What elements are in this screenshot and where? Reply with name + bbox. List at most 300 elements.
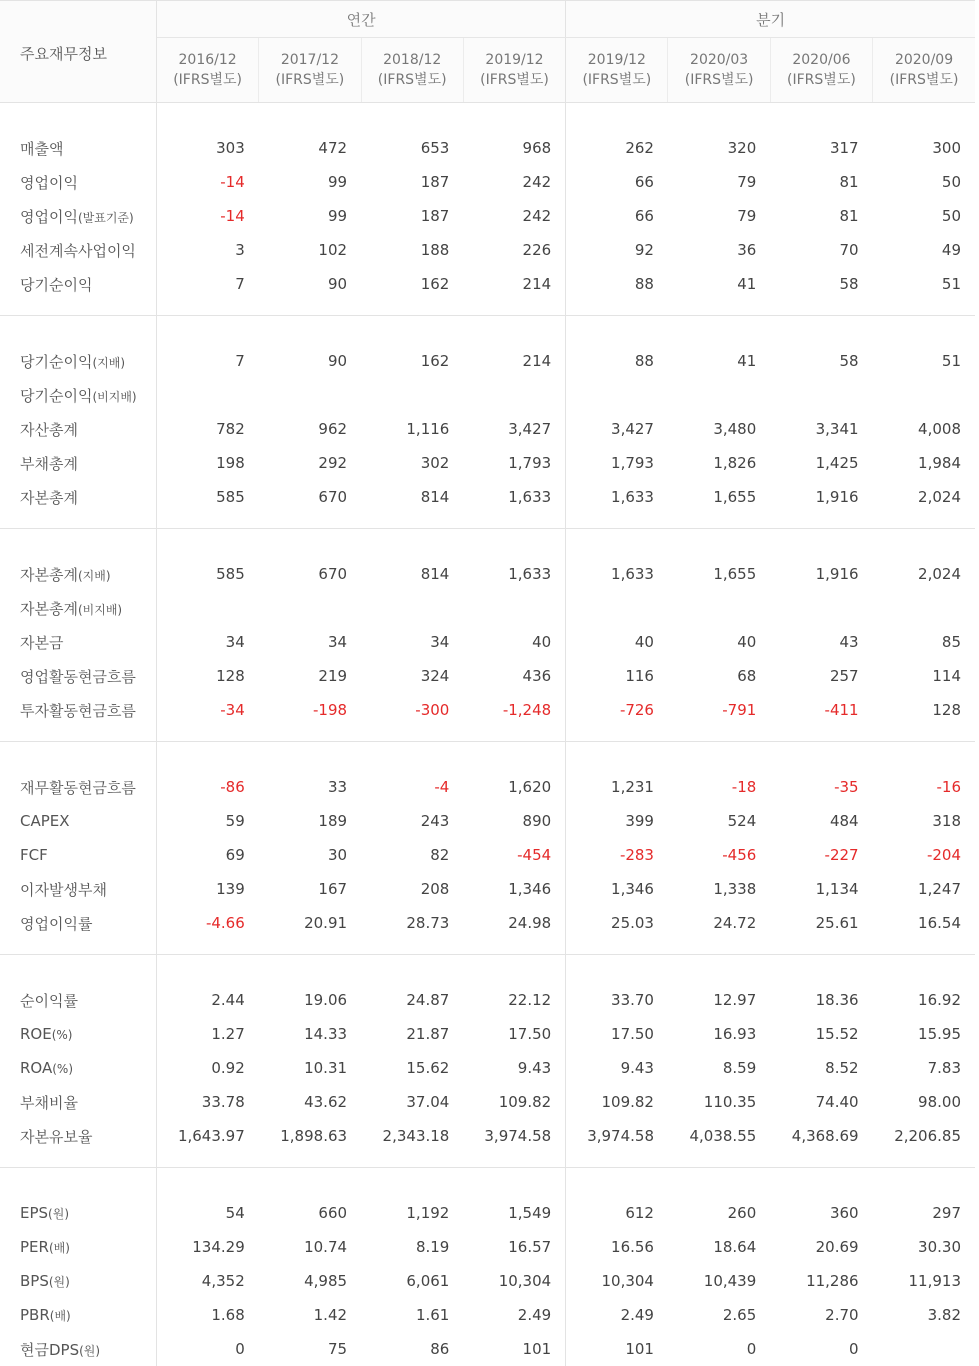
row-label <box>0 446 156 480</box>
value-cell: 10,304 <box>566 1264 668 1298</box>
row-spacer <box>0 103 975 132</box>
spacer-cell <box>566 529 668 558</box>
value-cell: 82 <box>361 838 463 872</box>
value-cell: 43 <box>770 625 872 659</box>
value-cell: 128 <box>873 693 975 727</box>
value-cell: 1,231 <box>566 770 668 804</box>
value-cell: 3,427 <box>463 412 565 446</box>
spacer-cell <box>463 316 565 345</box>
value-cell: -726 <box>566 693 668 727</box>
value-cell: 187 <box>361 199 463 233</box>
value-cell: 69 <box>156 838 258 872</box>
value-cell: 88 <box>566 267 668 301</box>
spacer-cell <box>668 727 770 742</box>
table-header <box>0 1 975 103</box>
spacer-cell <box>361 940 463 955</box>
spacer-cell <box>566 1153 668 1168</box>
value-cell: 70 <box>770 233 872 267</box>
spacer-cell <box>770 1153 872 1168</box>
spacer-cell <box>873 301 975 316</box>
value-cell: 262 <box>566 131 668 165</box>
value-cell: 19.06 <box>259 983 361 1017</box>
spacer-cell <box>668 514 770 529</box>
value-cell: 51 <box>873 267 975 301</box>
row-label-suffix: (비지배) <box>78 603 122 617</box>
value-cell: 1,549 <box>463 1196 565 1230</box>
value-cell: 116 <box>566 659 668 693</box>
value-cell: 99 <box>259 199 361 233</box>
spacer-cell <box>566 103 668 132</box>
value-cell: 243 <box>361 804 463 838</box>
value-cell: 24.98 <box>463 906 565 940</box>
period-header <box>668 38 770 103</box>
spacer-cell <box>0 301 156 316</box>
value-cell: 1,916 <box>770 480 872 514</box>
value-cell: -4.66 <box>156 906 258 940</box>
value-cell: 128 <box>156 659 258 693</box>
value-cell: 226 <box>463 233 565 267</box>
row-label <box>0 1085 156 1119</box>
row-label-main: PBR <box>20 1306 50 1324</box>
row-label-suffix: (지배) <box>92 356 125 370</box>
value-cell: 16.57 <box>463 1230 565 1264</box>
row-label-main: 당기순이익 <box>20 276 92 294</box>
value-cell: 1,633 <box>566 557 668 591</box>
value-cell: 188 <box>361 233 463 267</box>
row-label-main: PER <box>20 1238 49 1256</box>
value-cell: 20.69 <box>770 1230 872 1264</box>
value-cell: 814 <box>361 557 463 591</box>
period-date: 2018/12 <box>362 50 463 70</box>
value-cell: 15.95 <box>873 1017 975 1051</box>
value-cell: 4,352 <box>156 1264 258 1298</box>
spacer-cell <box>463 742 565 771</box>
value-cell: 74.40 <box>770 1085 872 1119</box>
value-cell: 167 <box>259 872 361 906</box>
spacer-cell <box>0 316 156 345</box>
value-cell: 34 <box>361 625 463 659</box>
row-label-suffix: (%) <box>52 1062 73 1076</box>
value-cell: 16.92 <box>873 983 975 1017</box>
row-label-main: 자본총계 <box>20 489 78 507</box>
period-basis: (IFRS별도) <box>157 70 258 90</box>
value-cell: 33.78 <box>156 1085 258 1119</box>
table-row <box>0 1298 975 1332</box>
value-cell: 4,008 <box>873 412 975 446</box>
value-cell: -34 <box>156 693 258 727</box>
value-cell: 41 <box>668 267 770 301</box>
value-cell: 300 <box>873 131 975 165</box>
spacer-cell <box>873 529 975 558</box>
table-row <box>0 1264 975 1298</box>
value-cell: -14 <box>156 165 258 199</box>
spacer-cell <box>361 529 463 558</box>
table-row <box>0 378 975 412</box>
value-cell: 40 <box>668 625 770 659</box>
value-cell: 1,916 <box>770 557 872 591</box>
table-row <box>0 1085 975 1119</box>
row-label <box>0 693 156 727</box>
value-cell: 30.30 <box>873 1230 975 1264</box>
value-cell: 320 <box>668 131 770 165</box>
spacer-cell <box>156 316 258 345</box>
spacer-cell <box>668 316 770 345</box>
value-cell: 59 <box>156 804 258 838</box>
spacer-cell <box>873 742 975 771</box>
spacer-cell <box>156 742 258 771</box>
spacer-cell <box>873 514 975 529</box>
spacer-cell <box>566 514 668 529</box>
period-date: 2020/03 <box>668 50 769 70</box>
row-label <box>0 1017 156 1051</box>
spacer-cell <box>0 940 156 955</box>
table-body <box>0 103 975 1366</box>
table-row <box>0 804 975 838</box>
spacer-cell <box>668 301 770 316</box>
value-cell: 660 <box>259 1196 361 1230</box>
spacer-cell <box>566 742 668 771</box>
row-label <box>0 378 156 412</box>
spacer-cell <box>361 727 463 742</box>
row-label-main: 매출액 <box>20 140 63 158</box>
spacer-cell <box>873 1153 975 1168</box>
row-label-suffix: (배) <box>49 1241 70 1255</box>
table-row <box>0 838 975 872</box>
value-cell: 114 <box>873 659 975 693</box>
value-cell: 34 <box>259 625 361 659</box>
period-date: 2017/12 <box>259 50 360 70</box>
value-cell: -16 <box>873 770 975 804</box>
spacer-cell <box>361 301 463 316</box>
value-cell <box>259 378 361 412</box>
value-cell: 75 <box>259 1332 361 1366</box>
spacer-cell <box>259 103 361 132</box>
spacer-cell <box>668 1168 770 1197</box>
value-cell: 297 <box>873 1196 975 1230</box>
table-row <box>0 693 975 727</box>
value-cell: 6,061 <box>361 1264 463 1298</box>
table-row <box>0 557 975 591</box>
value-cell: 7.83 <box>873 1051 975 1085</box>
value-cell: 162 <box>361 344 463 378</box>
row-label-main: 영업이익 <box>20 174 78 192</box>
spacer-cell <box>770 940 872 955</box>
period-basis: (IFRS별도) <box>771 70 872 90</box>
period-basis: (IFRS별도) <box>464 70 565 90</box>
table-row <box>0 1332 975 1366</box>
value-cell: 9.43 <box>566 1051 668 1085</box>
row-label-main: 자본금 <box>20 634 63 652</box>
spacer-cell <box>259 514 361 529</box>
spacer-cell <box>156 103 258 132</box>
value-cell: 1,984 <box>873 446 975 480</box>
spacer-cell <box>0 529 156 558</box>
value-cell: 49 <box>873 233 975 267</box>
table-row <box>0 199 975 233</box>
value-cell: 0.92 <box>156 1051 258 1085</box>
value-cell: 15.62 <box>361 1051 463 1085</box>
spacer-cell <box>873 727 975 742</box>
value-cell: 79 <box>668 165 770 199</box>
spacer-cell <box>873 1168 975 1197</box>
spacer-cell <box>463 529 565 558</box>
value-cell: 219 <box>259 659 361 693</box>
value-cell: 3 <box>156 233 258 267</box>
row-label-suffix: (%) <box>52 1028 73 1042</box>
value-cell <box>566 378 668 412</box>
value-cell: 242 <box>463 199 565 233</box>
period-date: 2016/12 <box>157 50 258 70</box>
value-cell: 66 <box>566 165 668 199</box>
value-cell: -86 <box>156 770 258 804</box>
value-cell: 139 <box>156 872 258 906</box>
spacer-cell <box>361 514 463 529</box>
value-cell <box>873 591 975 625</box>
row-label <box>0 1332 156 1366</box>
value-cell: 1,116 <box>361 412 463 446</box>
row-label <box>0 983 156 1017</box>
spacer-cell <box>156 301 258 316</box>
value-cell: 18.36 <box>770 983 872 1017</box>
value-cell: 1,338 <box>668 872 770 906</box>
row-spacer <box>0 1168 975 1197</box>
value-cell: 1.68 <box>156 1298 258 1332</box>
value-cell: 214 <box>463 344 565 378</box>
value-cell: 16.56 <box>566 1230 668 1264</box>
spacer-cell <box>259 955 361 984</box>
period-basis: (IFRS별도) <box>362 70 463 90</box>
spacer-cell <box>566 727 668 742</box>
value-cell <box>259 591 361 625</box>
spacer-cell <box>259 940 361 955</box>
value-cell: 34 <box>156 625 258 659</box>
spacer-cell <box>873 103 975 132</box>
value-cell: 399 <box>566 804 668 838</box>
spacer-cell <box>668 103 770 132</box>
value-cell: 17.50 <box>566 1017 668 1051</box>
period-header <box>259 38 361 103</box>
value-cell: 24.87 <box>361 983 463 1017</box>
value-cell: 1,898.63 <box>259 1119 361 1153</box>
value-cell: 10,439 <box>668 1264 770 1298</box>
row-label-main: ROE <box>20 1025 52 1043</box>
value-cell: 22.12 <box>463 983 565 1017</box>
row-label-main: 자본총계 <box>20 566 78 584</box>
value-cell <box>566 591 668 625</box>
spacer-cell <box>156 1153 258 1168</box>
value-cell: 10,304 <box>463 1264 565 1298</box>
value-cell: 24.72 <box>668 906 770 940</box>
table-row <box>0 770 975 804</box>
spacer-cell <box>668 742 770 771</box>
value-cell: 90 <box>259 344 361 378</box>
value-cell <box>668 378 770 412</box>
row-label <box>0 1298 156 1332</box>
row-label <box>0 480 156 514</box>
period-header <box>873 38 975 103</box>
spacer-cell <box>463 1168 565 1197</box>
table-row <box>0 267 975 301</box>
value-cell: 890 <box>463 804 565 838</box>
value-cell: 20.91 <box>259 906 361 940</box>
value-cell: 21.87 <box>361 1017 463 1051</box>
value-cell: 968 <box>463 131 565 165</box>
table-row <box>0 446 975 480</box>
spacer-cell <box>0 514 156 529</box>
row-label <box>0 344 156 378</box>
value-cell: 102 <box>259 233 361 267</box>
value-cell: -454 <box>463 838 565 872</box>
row-spacer <box>0 742 975 771</box>
value-cell: 110.35 <box>668 1085 770 1119</box>
value-cell <box>873 1332 975 1366</box>
row-label <box>0 131 156 165</box>
value-cell <box>463 591 565 625</box>
value-cell: 17.50 <box>463 1017 565 1051</box>
row-spacer <box>0 727 975 742</box>
period-header <box>770 38 872 103</box>
value-cell: 1.61 <box>361 1298 463 1332</box>
table-row <box>0 1017 975 1051</box>
value-cell: 612 <box>566 1196 668 1230</box>
row-label <box>0 906 156 940</box>
row-label-main: 자본총계 <box>20 600 78 618</box>
value-cell: -198 <box>259 693 361 727</box>
row-label <box>0 1230 156 1264</box>
value-cell: 814 <box>361 480 463 514</box>
value-cell: 317 <box>770 131 872 165</box>
value-cell: 585 <box>156 480 258 514</box>
spacer-cell <box>259 316 361 345</box>
row-label-main: 자본유보율 <box>20 1128 92 1146</box>
value-cell: 68 <box>668 659 770 693</box>
value-cell: 189 <box>259 804 361 838</box>
value-cell: 15.52 <box>770 1017 872 1051</box>
value-cell: 484 <box>770 804 872 838</box>
value-cell: 208 <box>361 872 463 906</box>
value-cell: -456 <box>668 838 770 872</box>
value-cell: 1,655 <box>668 557 770 591</box>
spacer-cell <box>668 955 770 984</box>
value-cell: 2.49 <box>463 1298 565 1332</box>
value-cell: 1.27 <box>156 1017 258 1051</box>
row-label-main: 영업이익 <box>20 208 78 226</box>
spacer-cell <box>770 1168 872 1197</box>
value-cell: 3,341 <box>770 412 872 446</box>
value-cell <box>463 378 565 412</box>
row-spacer <box>0 1153 975 1168</box>
value-cell <box>361 378 463 412</box>
spacer-cell <box>770 529 872 558</box>
value-cell: 962 <box>259 412 361 446</box>
spacer-cell <box>770 301 872 316</box>
row-label-main: 부채비율 <box>20 1094 78 1112</box>
value-cell: 109.82 <box>463 1085 565 1119</box>
value-cell: 318 <box>873 804 975 838</box>
value-cell: 50 <box>873 199 975 233</box>
spacer-cell <box>259 1168 361 1197</box>
spacer-cell <box>566 940 668 955</box>
table-row <box>0 983 975 1017</box>
value-cell: 1,793 <box>463 446 565 480</box>
spacer-cell <box>463 727 565 742</box>
period-date: 2020/06 <box>771 50 872 70</box>
spacer-cell <box>770 727 872 742</box>
spacer-cell <box>463 301 565 316</box>
spacer-cell <box>361 742 463 771</box>
value-cell: 782 <box>156 412 258 446</box>
row-label <box>0 804 156 838</box>
value-cell: 8.59 <box>668 1051 770 1085</box>
value-cell <box>361 591 463 625</box>
row-label-main: 투자활동현금흐름 <box>20 702 136 720</box>
spacer-cell <box>463 1153 565 1168</box>
row-label <box>0 199 156 233</box>
value-cell: 2.70 <box>770 1298 872 1332</box>
value-cell: -18 <box>668 770 770 804</box>
value-cell: 58 <box>770 344 872 378</box>
spacer-cell <box>361 1153 463 1168</box>
period-header <box>463 38 565 103</box>
value-cell: 472 <box>259 131 361 165</box>
spacer-cell <box>0 727 156 742</box>
spacer-cell <box>873 940 975 955</box>
value-cell: 4,038.55 <box>668 1119 770 1153</box>
period-header <box>566 38 668 103</box>
row-spacer <box>0 955 975 984</box>
value-cell: 79 <box>668 199 770 233</box>
table-row <box>0 165 975 199</box>
row-label <box>0 872 156 906</box>
value-cell: 2,024 <box>873 480 975 514</box>
row-label-main: EPS <box>20 1204 48 1222</box>
value-cell: 2.49 <box>566 1298 668 1332</box>
value-cell: 2.65 <box>668 1298 770 1332</box>
spacer-cell <box>156 1168 258 1197</box>
spacer-cell <box>259 727 361 742</box>
value-cell: 302 <box>361 446 463 480</box>
spacer-cell <box>770 514 872 529</box>
spacer-cell <box>361 955 463 984</box>
value-cell: 25.61 <box>770 906 872 940</box>
spacer-cell <box>668 529 770 558</box>
period-date: 2019/12 <box>566 50 667 70</box>
value-cell: -1,248 <box>463 693 565 727</box>
row-label-suffix: (배) <box>50 1309 71 1323</box>
table-row <box>0 1230 975 1264</box>
spacer-cell <box>259 529 361 558</box>
table-row <box>0 1196 975 1230</box>
table-row <box>0 625 975 659</box>
row-label <box>0 1264 156 1298</box>
value-cell: 8.52 <box>770 1051 872 1085</box>
row-label <box>0 591 156 625</box>
value-cell: 242 <box>463 165 565 199</box>
row-label <box>0 557 156 591</box>
value-cell: 4,368.69 <box>770 1119 872 1153</box>
spacer-cell <box>770 742 872 771</box>
table-row <box>0 480 975 514</box>
table-row <box>0 412 975 446</box>
value-cell: 101 <box>463 1332 565 1366</box>
value-cell: -791 <box>668 693 770 727</box>
row-label-suffix: (비지배) <box>92 390 136 404</box>
value-cell: 8.19 <box>361 1230 463 1264</box>
period-basis: (IFRS별도) <box>566 70 667 90</box>
spacer-cell <box>463 514 565 529</box>
value-cell: 1,793 <box>566 446 668 480</box>
value-cell: 1,633 <box>463 557 565 591</box>
